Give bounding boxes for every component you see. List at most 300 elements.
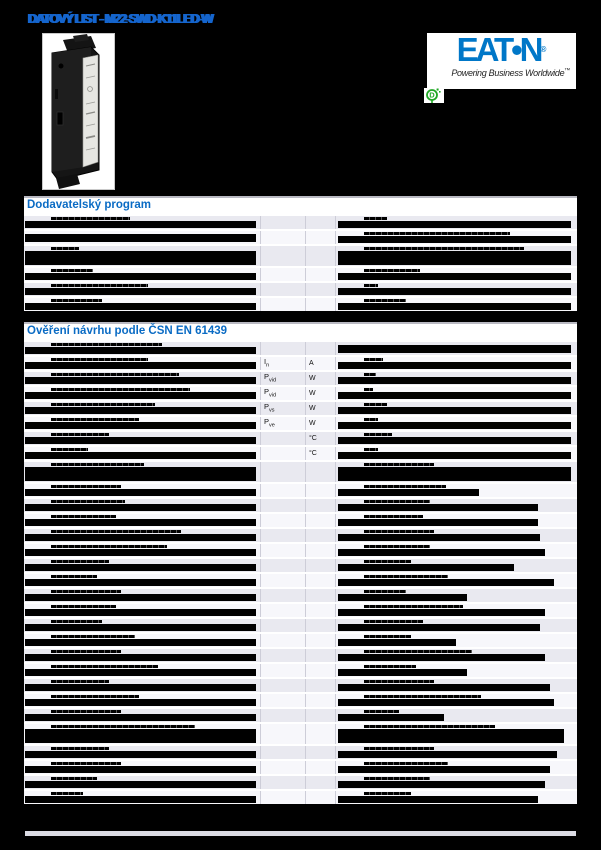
redacted-text-bar xyxy=(338,345,571,353)
table-cell xyxy=(335,246,577,266)
table-cell xyxy=(24,246,260,266)
symbol-cell xyxy=(260,447,305,460)
symbol-cell xyxy=(260,604,305,617)
unit-cell xyxy=(305,462,335,482)
redacted-text-fragment xyxy=(364,575,449,578)
table-cell xyxy=(335,776,577,789)
table-cell xyxy=(24,298,260,311)
unit-cell xyxy=(305,246,335,266)
redacted-text-fragment xyxy=(51,403,156,406)
table-row xyxy=(24,482,577,497)
registered-trademark-symbol: ® xyxy=(540,45,547,54)
redacted-text-fragment xyxy=(51,665,158,668)
redacted-text-bar xyxy=(25,303,256,310)
unit-cell xyxy=(305,372,335,385)
table-cell xyxy=(335,432,577,445)
symbol-cell xyxy=(260,283,305,296)
symbol-cell xyxy=(260,589,305,602)
table-cell xyxy=(335,589,577,602)
table-row xyxy=(24,662,577,677)
redacted-text-bar xyxy=(338,407,571,414)
table-cell xyxy=(24,649,260,662)
redacted-text-fragment xyxy=(364,500,430,503)
redacted-text-bar xyxy=(25,594,256,601)
redacted-text-bar xyxy=(25,504,256,511)
redacted-text-bar xyxy=(338,504,538,511)
redacted-text-fragment xyxy=(364,545,430,548)
symbol-cell xyxy=(260,619,305,632)
table-row xyxy=(24,542,577,557)
redacted-text-bar xyxy=(338,422,571,429)
redacted-text-fragment xyxy=(51,500,126,503)
redacted-text-bar xyxy=(338,303,571,310)
redacted-text-bar xyxy=(25,251,256,265)
redacted-text-bar xyxy=(338,781,545,788)
table-cell xyxy=(24,724,260,744)
redacted-text-bar xyxy=(338,729,564,743)
redacted-text-fragment xyxy=(51,792,84,795)
table-row xyxy=(24,415,577,430)
redacted-text-fragment xyxy=(364,358,383,361)
table1-header: Dodavatelský program xyxy=(24,198,577,214)
redacted-text-bar xyxy=(338,221,571,228)
redacted-text-fragment xyxy=(364,448,378,451)
table-cell xyxy=(335,283,577,296)
table-cell xyxy=(335,417,577,430)
redacted-text-bar xyxy=(25,437,256,444)
table-row xyxy=(24,370,577,385)
symbol-cell xyxy=(260,387,305,400)
redacted-text-bar xyxy=(338,236,571,243)
table-row xyxy=(24,759,577,774)
redacted-text-fragment xyxy=(51,433,109,436)
redacted-text-fragment xyxy=(364,269,420,272)
table-cell xyxy=(24,634,260,647)
design-verification-table xyxy=(24,322,577,804)
redacted-text-bar xyxy=(25,796,256,803)
table1-rows xyxy=(24,214,577,311)
redacted-text-bar xyxy=(338,766,550,773)
table-cell xyxy=(335,447,577,460)
redacted-text-fragment xyxy=(51,710,121,713)
table-cell xyxy=(24,604,260,617)
redacted-text-fragment xyxy=(51,284,149,287)
table-cell xyxy=(24,776,260,789)
table-cell xyxy=(24,694,260,707)
redacted-text-fragment xyxy=(364,373,376,376)
symbol-cell xyxy=(260,724,305,744)
table-cell xyxy=(335,387,577,400)
table-cell xyxy=(335,664,577,677)
redacted-text-fragment xyxy=(51,217,130,220)
symbol-cell xyxy=(260,231,305,244)
redacted-text-fragment xyxy=(51,545,168,548)
redacted-text-fragment xyxy=(364,485,446,488)
table-row xyxy=(24,602,577,617)
table-cell xyxy=(24,589,260,602)
table-cell xyxy=(335,694,577,707)
redacted-text-bar xyxy=(338,534,540,541)
redacted-text-bar xyxy=(338,251,571,265)
table-cell xyxy=(335,342,577,355)
table-cell xyxy=(24,514,260,527)
redacted-text-fragment xyxy=(364,747,435,750)
redacted-text-bar xyxy=(25,288,256,295)
redacted-text-fragment xyxy=(364,605,463,608)
redacted-text-fragment xyxy=(51,777,98,780)
unit-cell xyxy=(305,679,335,692)
symbol-cell xyxy=(260,791,305,804)
unit-cell xyxy=(305,724,335,744)
unit-cell xyxy=(305,402,335,415)
redacted-text-fragment xyxy=(364,695,482,698)
unit-cell xyxy=(305,634,335,647)
table-row xyxy=(24,497,577,512)
redacted-text-bar xyxy=(25,534,256,541)
table-cell xyxy=(335,619,577,632)
redacted-text-bar xyxy=(25,452,256,459)
unit-cell xyxy=(305,559,335,572)
table-cell xyxy=(335,298,577,311)
redacted-text-bar xyxy=(338,452,571,459)
parameter-symbol: $P_{vid}$ xyxy=(264,372,277,384)
redacted-text-fragment xyxy=(364,388,373,391)
table-cell xyxy=(24,679,260,692)
unit-cell xyxy=(305,499,335,512)
table-row xyxy=(24,677,577,692)
table-row xyxy=(24,617,577,632)
redacted-text-bar xyxy=(338,714,444,721)
unit-cell xyxy=(305,776,335,789)
symbol-cell xyxy=(260,357,305,370)
table-cell xyxy=(335,559,577,572)
redacted-text-fragment xyxy=(51,762,121,765)
table-cell xyxy=(24,372,260,385)
symbol-cell xyxy=(260,544,305,557)
redacted-text-fragment xyxy=(51,650,121,653)
redacted-text-fragment xyxy=(51,575,98,578)
eaton-tagline: Powering Business Worldwide™ xyxy=(451,68,570,78)
unit-cell xyxy=(305,231,335,244)
table-cell xyxy=(24,559,260,572)
parameter-symbol: $P_{vs}$ xyxy=(264,402,275,414)
table-cell xyxy=(24,746,260,759)
table-row xyxy=(24,707,577,722)
table-row xyxy=(24,744,577,759)
redacted-text-fragment xyxy=(364,284,378,287)
redacted-text-fragment xyxy=(364,635,411,638)
symbol-cell xyxy=(260,462,305,482)
redacted-text-bar xyxy=(25,407,256,414)
table-cell xyxy=(24,462,260,482)
redacted-text-fragment xyxy=(51,269,93,272)
redacted-text-fragment xyxy=(364,777,430,780)
table-cell xyxy=(24,499,260,512)
trademark-symbol: ™ xyxy=(564,68,570,74)
table-cell xyxy=(24,447,260,460)
redacted-text-fragment xyxy=(51,515,116,518)
redacted-text-fragment xyxy=(364,560,411,563)
table-row xyxy=(24,296,577,311)
symbol-cell xyxy=(260,694,305,707)
table-cell xyxy=(24,216,260,229)
eaton-wordmark: EAT•N® xyxy=(456,31,547,68)
unit-label: W xyxy=(309,419,316,427)
parameter-symbol: $P_{vid}$ xyxy=(264,387,277,399)
redacted-text-fragment xyxy=(364,232,510,235)
table-cell xyxy=(335,544,577,557)
unit-cell xyxy=(305,604,335,617)
table-cell xyxy=(335,216,577,229)
svg-text:D: D xyxy=(429,90,435,100)
redacted-text-bar xyxy=(25,579,256,586)
redacted-text-fragment xyxy=(51,448,88,451)
table-cell xyxy=(24,544,260,557)
table-cell xyxy=(335,462,577,482)
table-row xyxy=(24,266,577,281)
table-cell xyxy=(335,634,577,647)
redacted-text-bar xyxy=(25,639,256,646)
redacted-text-fragment xyxy=(51,388,191,391)
redacted-text-bar xyxy=(25,489,256,496)
symbol-cell xyxy=(260,372,305,385)
unit-cell xyxy=(305,298,335,311)
redacted-text-bar xyxy=(338,796,538,803)
redacted-text-bar xyxy=(338,699,554,706)
table-row xyxy=(24,557,577,572)
table-cell xyxy=(335,574,577,587)
redacted-text-fragment xyxy=(364,463,435,466)
unit-cell xyxy=(305,387,335,400)
table2-header: Ověření návrhu podle ČSN EN 61439 xyxy=(24,324,577,340)
unit-cell xyxy=(305,694,335,707)
table-row xyxy=(24,632,577,647)
table-row xyxy=(24,722,577,744)
table-cell xyxy=(24,231,260,244)
symbol-cell xyxy=(260,484,305,497)
table-cell xyxy=(24,268,260,281)
redacted-text-fragment xyxy=(51,485,121,488)
symbol-cell xyxy=(260,649,305,662)
table-row xyxy=(24,587,577,602)
table-row xyxy=(24,430,577,445)
table-cell xyxy=(335,268,577,281)
redacted-text-bar xyxy=(25,519,256,526)
table-cell xyxy=(335,529,577,542)
redacted-text-bar xyxy=(25,714,256,721)
unit-label: A xyxy=(309,359,314,367)
redacted-text-fragment xyxy=(51,358,149,361)
table-cell xyxy=(335,357,577,370)
unit-cell xyxy=(305,283,335,296)
unit-cell xyxy=(305,574,335,587)
table-row xyxy=(24,527,577,542)
redacted-text-fragment xyxy=(51,247,79,250)
eaton-logo xyxy=(427,33,576,89)
redacted-text-bar xyxy=(338,639,456,646)
unit-label: W xyxy=(309,404,316,412)
symbol-cell xyxy=(260,499,305,512)
unit-cell xyxy=(305,544,335,557)
table-row xyxy=(24,281,577,296)
redacted-text-fragment xyxy=(364,710,399,713)
redacted-text-fragment xyxy=(364,620,423,623)
unit-cell xyxy=(305,709,335,722)
table-row xyxy=(24,445,577,460)
redacted-text-bar xyxy=(25,781,256,788)
symbol-cell xyxy=(260,664,305,677)
table-row xyxy=(24,355,577,370)
redacted-text-bar xyxy=(25,609,256,616)
unit-cell xyxy=(305,357,335,370)
symbol-cell xyxy=(260,634,305,647)
redacted-text-bar xyxy=(25,347,256,354)
redacted-text-bar xyxy=(25,362,256,369)
redacted-text-fragment xyxy=(364,217,388,220)
unit-label: °C xyxy=(309,434,317,442)
redacted-text-bar xyxy=(338,594,467,601)
redacted-text-bar xyxy=(338,624,540,631)
footer-rule xyxy=(25,831,576,836)
redacted-text-bar xyxy=(338,654,545,661)
redacted-text-bar xyxy=(338,489,479,496)
symbol-cell xyxy=(260,216,305,229)
redacted-text-bar xyxy=(338,579,554,586)
redacted-text-bar xyxy=(338,609,545,616)
table-cell xyxy=(335,709,577,722)
table-cell xyxy=(24,619,260,632)
redacted-text-fragment xyxy=(51,695,140,698)
symbol-cell xyxy=(260,342,305,355)
unit-cell xyxy=(305,589,335,602)
redacted-text-fragment xyxy=(364,590,406,593)
redacted-text-fragment xyxy=(51,463,144,466)
table-row xyxy=(24,460,577,482)
unit-cell xyxy=(305,447,335,460)
redacted-text-bar xyxy=(25,221,256,228)
redacted-text-bar xyxy=(25,377,256,384)
unit-label: W xyxy=(309,389,316,397)
unit-cell xyxy=(305,216,335,229)
table-row xyxy=(24,789,577,804)
parameter-symbol: $P_{ve}$ xyxy=(264,417,275,429)
redacted-text-bar xyxy=(25,564,256,571)
table-cell xyxy=(24,342,260,355)
table-row xyxy=(24,400,577,415)
redacted-text-fragment xyxy=(51,560,109,563)
symbol-cell xyxy=(260,529,305,542)
symbol-cell xyxy=(260,246,305,266)
redacted-text-bar xyxy=(338,564,514,571)
redacted-text-bar xyxy=(338,669,467,676)
redacted-text-bar xyxy=(25,392,256,399)
table-row xyxy=(24,244,577,266)
unit-cell xyxy=(305,761,335,774)
redacted-text-fragment xyxy=(364,418,378,421)
redacted-text-fragment xyxy=(51,635,135,638)
table-row xyxy=(24,692,577,707)
unit-label: °C xyxy=(309,449,317,457)
green-d-gear-icon xyxy=(424,88,444,103)
redacted-text-bar xyxy=(25,751,256,758)
parameter-symbol: $I_n$ xyxy=(264,357,270,369)
table-cell xyxy=(335,514,577,527)
redacted-text-fragment xyxy=(51,590,121,593)
redacted-text-fragment xyxy=(364,403,388,406)
table-cell xyxy=(24,574,260,587)
document-title: DATOVÝ LIST - M22-SWD-K11LED-W xyxy=(27,11,212,26)
table-cell xyxy=(24,283,260,296)
table-cell xyxy=(335,484,577,497)
table-cell xyxy=(24,761,260,774)
unit-cell xyxy=(305,529,335,542)
redacted-text-fragment xyxy=(51,299,102,302)
symbol-cell xyxy=(260,514,305,527)
redacted-text-fragment xyxy=(364,680,435,683)
unit-cell xyxy=(305,514,335,527)
redacted-text-fragment xyxy=(364,299,406,302)
redacted-text-fragment xyxy=(364,650,472,653)
table-cell xyxy=(335,746,577,759)
redacted-text-bar xyxy=(338,377,571,384)
table-cell xyxy=(24,791,260,804)
redacted-text-bar xyxy=(338,684,550,691)
unit-cell xyxy=(305,417,335,430)
redacted-text-bar xyxy=(338,392,571,399)
table-cell xyxy=(335,604,577,617)
symbol-cell xyxy=(260,298,305,311)
table-cell xyxy=(24,664,260,677)
redacted-text-fragment xyxy=(364,530,435,533)
redacted-text-bar xyxy=(25,729,256,743)
unit-cell xyxy=(305,342,335,355)
redacted-text-fragment xyxy=(364,247,524,250)
symbol-cell xyxy=(260,761,305,774)
table-cell xyxy=(24,387,260,400)
symbol-cell xyxy=(260,776,305,789)
redacted-text-bar xyxy=(338,751,557,758)
redacted-text-fragment xyxy=(364,725,496,728)
table-cell xyxy=(24,402,260,415)
supplier-program-table xyxy=(24,196,577,311)
symbol-cell xyxy=(260,559,305,572)
redacted-text-fragment xyxy=(51,605,116,608)
symbol-cell xyxy=(260,417,305,430)
symbol-cell xyxy=(260,679,305,692)
redacted-text-bar xyxy=(25,699,256,706)
table-cell xyxy=(335,791,577,804)
table-row xyxy=(24,647,577,662)
table-cell xyxy=(335,649,577,662)
table-cell xyxy=(335,724,577,744)
table-row xyxy=(24,214,577,229)
redacted-text-bar xyxy=(25,422,256,429)
redacted-text-fragment xyxy=(51,530,181,533)
redacted-text-bar xyxy=(338,519,538,526)
redacted-text-bar xyxy=(25,273,256,280)
table-cell xyxy=(335,231,577,244)
redacted-text-fragment xyxy=(51,725,195,728)
table-row xyxy=(24,512,577,527)
table-cell xyxy=(24,417,260,430)
unit-cell xyxy=(305,649,335,662)
redacted-text-bar xyxy=(25,234,256,242)
table-cell xyxy=(24,357,260,370)
redacted-text-bar xyxy=(25,467,256,481)
table-cell xyxy=(335,402,577,415)
symbol-cell xyxy=(260,746,305,759)
table-row xyxy=(24,572,577,587)
